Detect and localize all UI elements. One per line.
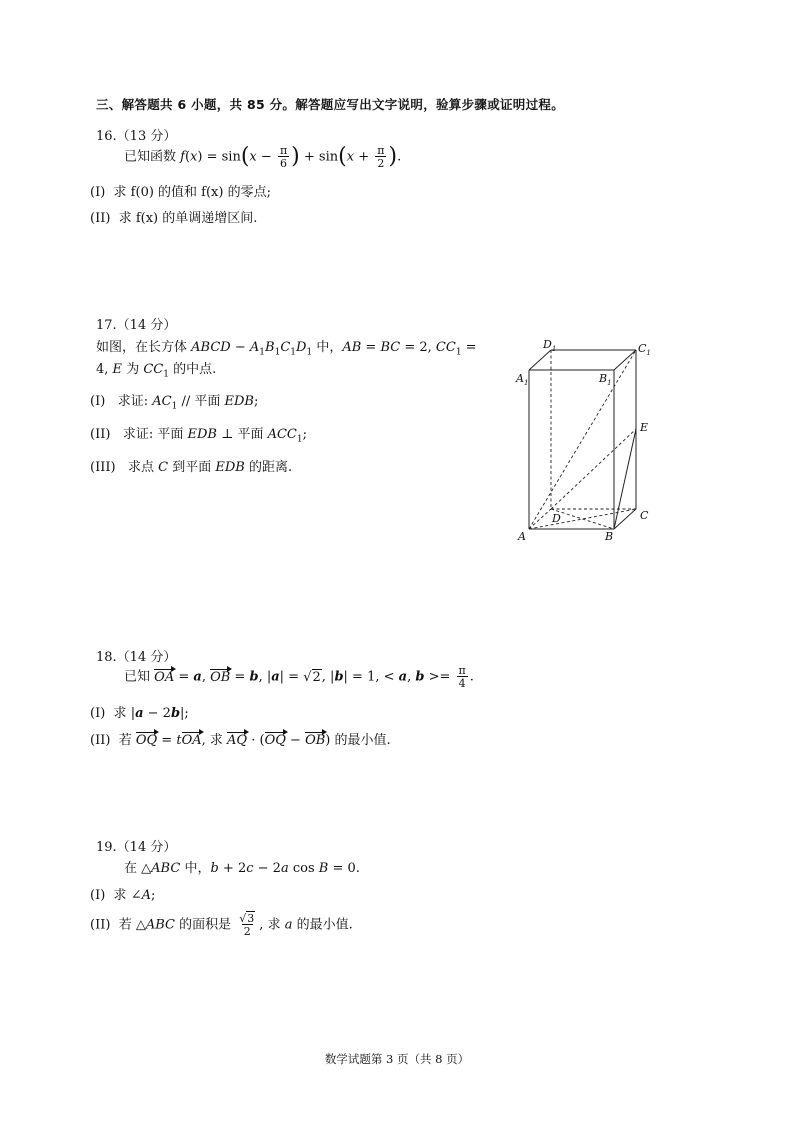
q17-intro-b: 中， bbox=[316, 340, 343, 355]
q16-part1 bbox=[90, 181, 271, 200]
section-header: 三、解答题共 6 小题，共 85 分。解答题应写出文字说明，验算步骤或证明过程。 bbox=[96, 97, 565, 112]
q16-part1-text: 求 f(0) 的值和 f(x) 的零点; bbox=[113, 185, 271, 200]
q17-part1-text-b: // 平面 bbox=[181, 394, 221, 409]
q17-intro-d: 的中点. bbox=[173, 362, 217, 377]
label-C1: $C_1$ bbox=[638, 342, 651, 357]
q17-part2-label: (II) bbox=[90, 427, 111, 442]
q17-title: 17.（14 分） bbox=[96, 318, 177, 333]
q19-part1-label: (I) bbox=[90, 888, 106, 903]
q17-part1-label: (I) bbox=[90, 394, 106, 409]
q17-part3-text-b: 到平面 bbox=[172, 460, 212, 475]
label-A1: $A_1$ bbox=[516, 372, 529, 387]
q16-intro: 已知函数 f(x) = sin(x − $\frac{\pi}{6}$ ) + sin(x + $\frac{\pi}{2}$ ). bbox=[124, 144, 402, 170]
q16-part2-text: 求 f(x) 的单调递增区间. bbox=[118, 211, 258, 226]
cuboid-figure bbox=[506, 332, 676, 548]
label-A: A bbox=[518, 530, 526, 543]
q16-part1-label: (I) bbox=[90, 185, 106, 200]
q18-part1-text: 求 bbox=[113, 706, 127, 721]
label-B: B bbox=[605, 530, 614, 543]
label-C: C bbox=[640, 509, 649, 522]
q19-part2-text-d: 的最小值. bbox=[296, 917, 353, 933]
q17-intro-c: 为 bbox=[126, 362, 140, 377]
label-D1: $D_1$ bbox=[543, 338, 557, 353]
edge-de bbox=[551, 429, 636, 509]
q19-title: 19.（14 分） bbox=[96, 840, 177, 855]
q18-part2-text-b: 求 bbox=[209, 733, 223, 748]
q17-part2-text-b: ⊥ 平面 bbox=[221, 427, 264, 442]
q18-part1: (I) 求 |a − 2b|; bbox=[90, 706, 189, 721]
q19-intro-a: 在 bbox=[124, 861, 138, 876]
q18-part2-text-c: 的最小值. bbox=[334, 733, 391, 748]
q16-title: 16.（13 分） bbox=[96, 129, 177, 144]
q17-part1: (I) 求证: $AC_1$ // 平面 EDB; bbox=[90, 394, 259, 412]
q19-part2: (II) 若 △ABC 的面积是 $\frac{√3}{2}$ , 求 a 的最小值. bbox=[90, 912, 353, 938]
q18-part2-text-a: 若 bbox=[118, 733, 132, 748]
q19-part2-label: (II) bbox=[90, 917, 111, 933]
q19-part1: (I) 求 ∠A; bbox=[90, 888, 156, 903]
q18-title: 18.（14 分） bbox=[96, 650, 177, 665]
q19-part2-text-a: 若 bbox=[118, 917, 132, 933]
q18-intro-text: 已知 bbox=[124, 669, 151, 685]
edge-a1d1 bbox=[529, 350, 551, 370]
q18-intro: 已知 OA = a, OB = b, |a| = √2, |b| = 1, < a, b >= $\frac{\pi}{4}$ . bbox=[124, 664, 474, 690]
q17-intro-line2: 4, E 为 $CC_1$ 的中点. bbox=[96, 362, 217, 380]
q18-part2-label: (II) bbox=[90, 733, 111, 748]
q17-part3: (III) 求点 C 到平面 EDB 的距离. bbox=[90, 460, 293, 475]
q18-part2: (II) 若 OQ = tOA, 求 AQ · (OQ − OB) 的最小值. bbox=[90, 733, 391, 748]
page-footer: 数学试题第 3 页（共 8 页） bbox=[324, 1052, 470, 1066]
q16-intro-text: 已知函数 bbox=[124, 149, 177, 165]
q19-part1-text: 求 bbox=[113, 888, 127, 903]
edge-ad-hidden bbox=[529, 509, 551, 529]
q17-part3-text-c: 的距离. bbox=[248, 460, 293, 475]
q19-part2-text-b: 的面积是 bbox=[179, 917, 232, 933]
q17-part3-text-a: 求点 bbox=[127, 460, 154, 475]
q19-part2-text-c: 求 bbox=[267, 917, 281, 933]
q19-intro: 在 △ABC 中，b + 2c − 2a cos B = 0. bbox=[124, 861, 360, 876]
label-B1: $B_1$ bbox=[599, 372, 612, 387]
q16-part2 bbox=[90, 207, 257, 226]
q17-part2: (II) 求证: 平面 EDB ⊥ 平面 $ACC_1$; bbox=[90, 427, 308, 445]
label-D: D bbox=[552, 512, 561, 525]
q19-intro-b: 中， bbox=[184, 861, 211, 876]
edge-be bbox=[614, 429, 636, 529]
q17-intro-a: 如图，在长方体 bbox=[96, 340, 188, 355]
q17-part1-text-a: 求证: bbox=[117, 394, 149, 409]
label-E: E bbox=[640, 421, 649, 434]
q17-intro-line1: 如图，在长方体 ABCD − $A_1B_1C_1D_1$ 中，AB = BC = 2, $CC_1$ = bbox=[96, 340, 477, 358]
q16-part2-label: (II) bbox=[90, 211, 111, 226]
edge-b1c1 bbox=[614, 350, 636, 370]
q17-part3-label: (III) bbox=[90, 460, 116, 475]
q17-part2-text-a: 求证: 平面 bbox=[122, 427, 184, 442]
q18-part1-label: (I) bbox=[90, 706, 106, 721]
